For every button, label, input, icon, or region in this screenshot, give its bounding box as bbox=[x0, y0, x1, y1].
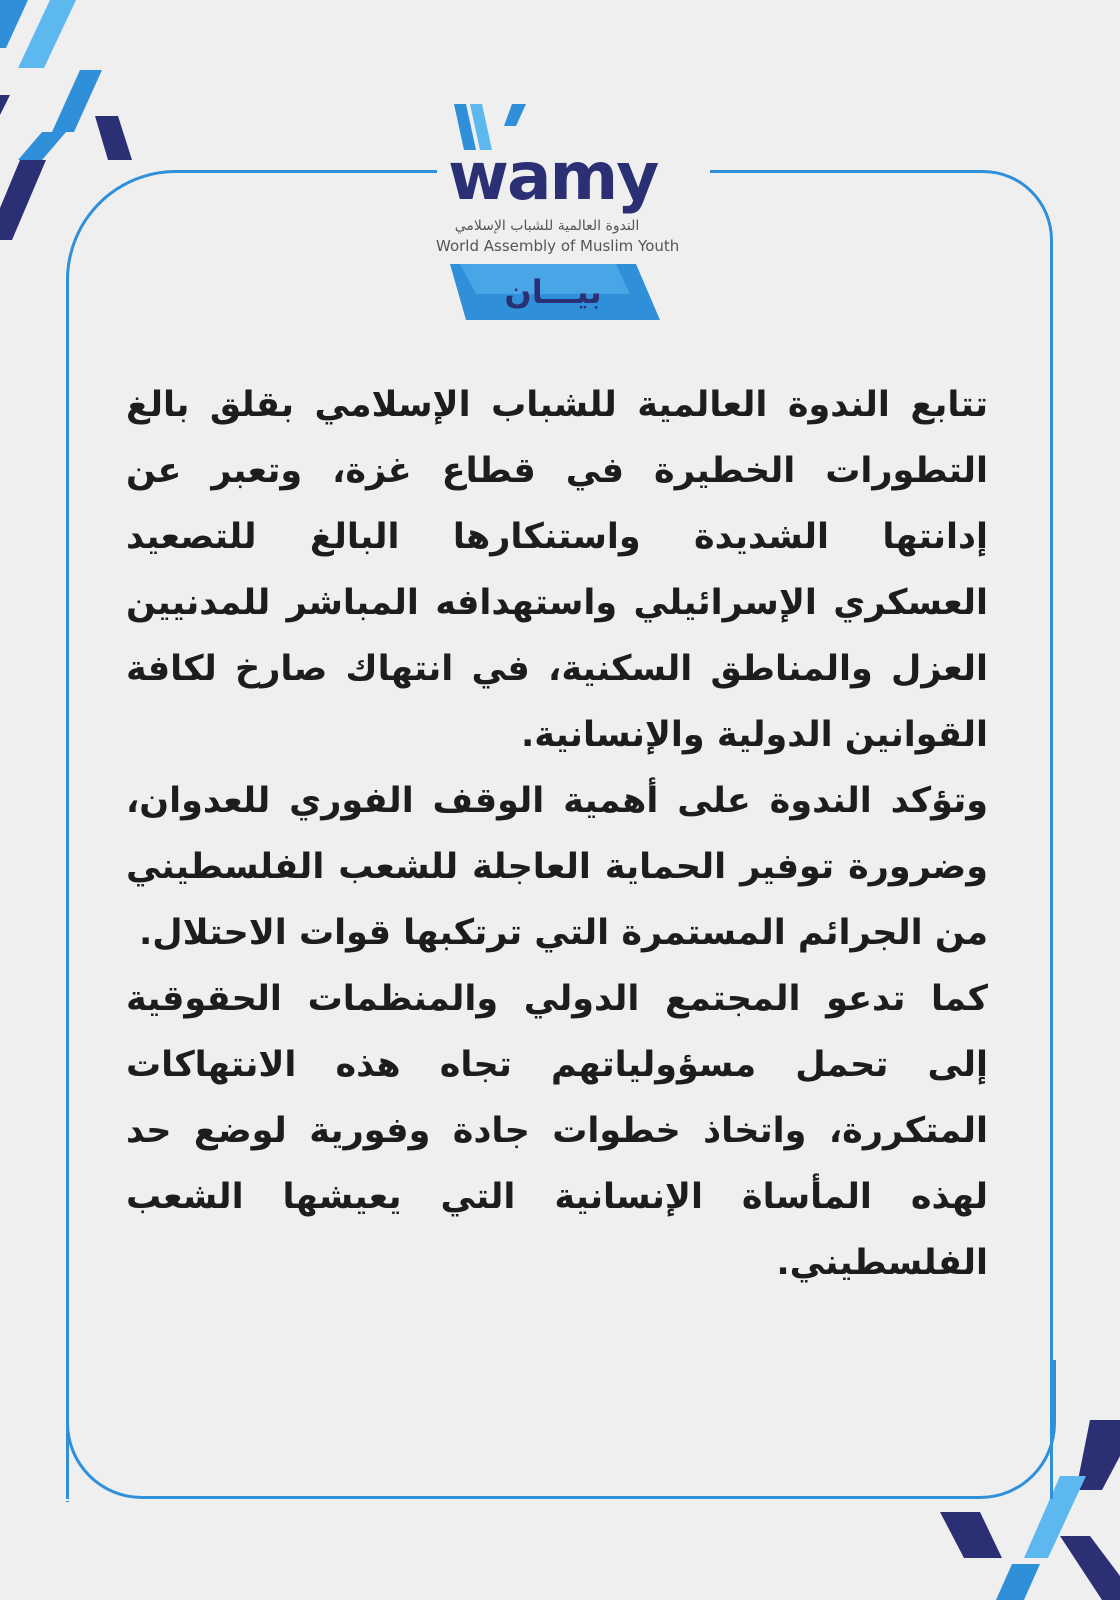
statement-paragraph: تتابع الندوة العالمية للشباب الإسلامي بقلق بالغ التطورات الخطيرة في قطاع غزة، وتعبر عن إدانتها الشديدة واستنكارها البالغ للتصعيد العسكري الإسرائيلي واستهدافه المباشر للمدنيين العزل والمناطق السكنية، في انتهاك صارخ لكافة القوانين الدولية والإنسانية. bbox=[126, 385, 988, 755]
org-name-english: World Assembly of Muslim Youth bbox=[436, 237, 680, 255]
statement-paragraph: وتؤكد الندوة على أهمية الوقف الفوري للعدوان، وضرورة توفير الحماية العاجلة للشعب الفلسطيني من الجرائم المستمرة التي ترتكبها قوات الاحتلال. bbox=[126, 781, 988, 953]
org-name-arabic: الندوة العالمية للشباب الإسلامي bbox=[454, 218, 640, 234]
statement-body bbox=[126, 372, 988, 1296]
logo-wordmark: wamy bbox=[448, 138, 658, 215]
frame-border-bottom bbox=[66, 1360, 1056, 1499]
statement-paragraph: كما تدعو المجتمع الدولي والمنظمات الحقوقية إلى تحمل مسؤولياتهم تجاه هذه الانتهاكات المتكررة، واتخاذ خطوات جادة وفورية لوضع حد لهذه المأساة الإنسانية التي يعيشها الشعب الفلسطيني. bbox=[126, 979, 988, 1283]
statement-badge-label: بيـــان bbox=[504, 273, 602, 311]
header-logo bbox=[420, 92, 710, 332]
